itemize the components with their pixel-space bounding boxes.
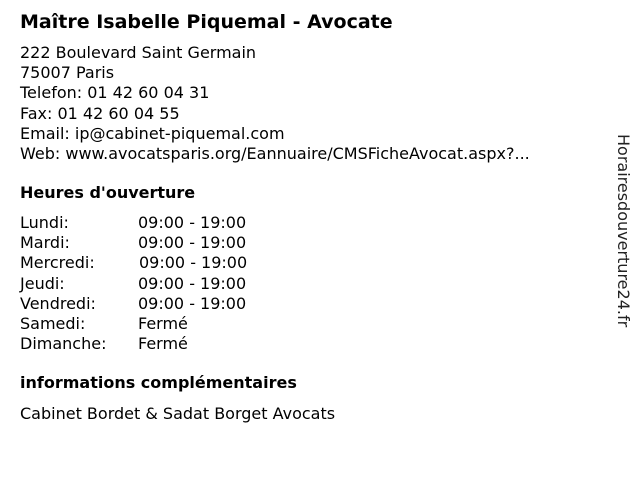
website-url: Web: www.avocatsparis.org/Eannuaire/CMSFicheAvocat.aspx?...	[20, 143, 530, 163]
address-block	[20, 43, 530, 164]
day-label: Lundi:	[20, 213, 69, 232]
day-label: Samedi:	[20, 313, 86, 333]
hours-row-tuesday	[20, 233, 320, 253]
hours-row-thursday	[20, 274, 320, 294]
time-value: 09:00 - 19:00	[138, 233, 247, 253]
day-label: Dimanche:	[20, 334, 107, 354]
time-value: Fermé	[138, 334, 188, 354]
time-value: 09:00 - 19:00	[139, 253, 248, 273]
postal-city: 75007 Paris	[20, 63, 115, 83]
page-title: Maître Isabelle Piquemal - Avocate	[20, 11, 393, 33]
additional-info-text: Cabinet Bordet & Sadat Borget Avocats	[20, 404, 336, 423]
street-address: 222 Boulevard Saint Germain	[20, 43, 257, 62]
hours-row-friday	[20, 294, 320, 314]
day-label: Jeudi:	[20, 273, 65, 293]
day-label: Mercredi:	[20, 253, 95, 273]
time-value: 09:00 - 19:00	[138, 213, 247, 232]
opening-hours-list	[20, 213, 320, 354]
time-value: 09:00 - 19:00	[138, 273, 247, 293]
additional-info-heading: informations complémentaires	[20, 373, 297, 392]
hours-row-wednesday	[20, 253, 320, 273]
opening-hours-heading: Heures d'ouverture	[20, 183, 196, 202]
email-address: Email: ip@cabinet-piquemal.com	[20, 123, 285, 143]
hours-row-monday	[20, 213, 320, 233]
hours-row-saturday	[20, 314, 320, 334]
day-label: Mardi:	[20, 233, 70, 253]
hours-row-sunday	[20, 334, 320, 354]
site-watermark: Horairesdouverture24.fr	[614, 134, 633, 328]
fax-number: Fax: 01 42 60 04 55	[20, 103, 180, 123]
phone-number: Telefon: 01 42 60 04 31	[20, 83, 210, 103]
time-value: 09:00 - 19:00	[138, 293, 247, 313]
time-value: Fermé	[138, 313, 188, 333]
day-label: Vendredi:	[20, 293, 96, 313]
